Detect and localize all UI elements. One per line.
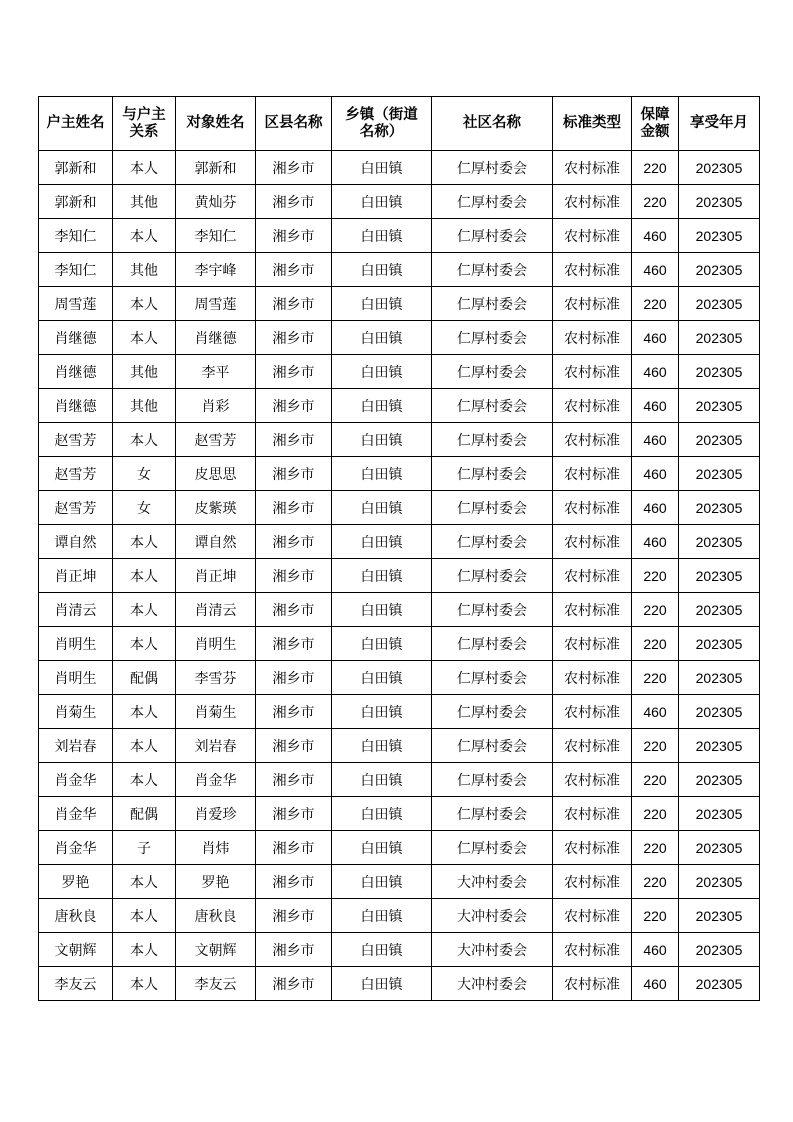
table-row [39,831,760,865]
cell-relation: 本人 [113,151,176,185]
cell-township: 白田镇 [332,593,432,627]
cell-township: 白田镇 [332,899,432,933]
cell-month: 202305 [679,355,760,389]
cell-household-head: 肖金华 [39,763,113,797]
cell-county: 湘乡市 [256,627,332,661]
cell-community: 仁厚村委会 [432,729,553,763]
cell-household-head: 肖继德 [39,355,113,389]
cell-relation: 本人 [113,593,176,627]
cell-community: 仁厚村委会 [432,389,553,423]
cell-community: 仁厚村委会 [432,797,553,831]
cell-household-head: 唐秋良 [39,899,113,933]
header-month: 享受年月 [679,97,760,151]
cell-township: 白田镇 [332,933,432,967]
cell-household-head: 李知仁 [39,253,113,287]
cell-standard-type: 农村标准 [553,593,632,627]
header-county: 区县名称 [256,97,332,151]
cell-household-head: 周雪莲 [39,287,113,321]
cell-township: 白田镇 [332,661,432,695]
cell-amount: 460 [632,389,679,423]
cell-standard-type: 农村标准 [553,831,632,865]
cell-relation: 子 [113,831,176,865]
cell-county: 湘乡市 [256,831,332,865]
cell-month: 202305 [679,627,760,661]
cell-community: 仁厚村委会 [432,321,553,355]
cell-community: 仁厚村委会 [432,151,553,185]
cell-beneficiary-name: 唐秋良 [176,899,256,933]
cell-amount: 220 [632,661,679,695]
cell-standard-type: 农村标准 [553,899,632,933]
cell-relation: 本人 [113,729,176,763]
cell-beneficiary-name: 肖彩 [176,389,256,423]
assistance-roster-table [38,96,760,1001]
cell-relation: 本人 [113,559,176,593]
cell-relation: 本人 [113,695,176,729]
cell-county: 湘乡市 [256,899,332,933]
cell-amount: 220 [632,729,679,763]
cell-household-head: 肖菊生 [39,695,113,729]
cell-household-head: 肖继德 [39,389,113,423]
header-township: 乡镇（街道名称） [332,97,432,151]
cell-month: 202305 [679,423,760,457]
cell-amount: 460 [632,321,679,355]
header-standard-type: 标准类型 [553,97,632,151]
cell-relation: 其他 [113,389,176,423]
cell-month: 202305 [679,253,760,287]
cell-relation: 本人 [113,287,176,321]
cell-beneficiary-name: 李雪芬 [176,661,256,695]
cell-month: 202305 [679,491,760,525]
cell-township: 白田镇 [332,559,432,593]
cell-relation: 本人 [113,763,176,797]
cell-county: 湘乡市 [256,389,332,423]
cell-community: 大冲村委会 [432,899,553,933]
cell-month: 202305 [679,729,760,763]
cell-township: 白田镇 [332,967,432,1001]
cell-beneficiary-name: 肖金华 [176,763,256,797]
cell-standard-type: 农村标准 [553,559,632,593]
cell-community: 仁厚村委会 [432,423,553,457]
cell-amount: 220 [632,627,679,661]
table-row [39,729,760,763]
cell-standard-type: 农村标准 [553,525,632,559]
cell-relation: 配偶 [113,661,176,695]
cell-township: 白田镇 [332,389,432,423]
table-row [39,151,760,185]
cell-standard-type: 农村标准 [553,253,632,287]
table-row [39,219,760,253]
table-row [39,763,760,797]
table-row [39,661,760,695]
cell-relation: 本人 [113,423,176,457]
table-row [39,797,760,831]
table-row [39,185,760,219]
cell-standard-type: 农村标准 [553,423,632,457]
cell-beneficiary-name: 黄灿芬 [176,185,256,219]
table-row [39,253,760,287]
cell-month: 202305 [679,797,760,831]
cell-community: 仁厚村委会 [432,457,553,491]
cell-community: 仁厚村委会 [432,695,553,729]
cell-household-head: 肖金华 [39,831,113,865]
cell-community: 大冲村委会 [432,865,553,899]
cell-relation: 本人 [113,627,176,661]
cell-township: 白田镇 [332,185,432,219]
cell-beneficiary-name: 赵雪芳 [176,423,256,457]
cell-county: 湘乡市 [256,933,332,967]
cell-community: 仁厚村委会 [432,661,553,695]
cell-amount: 220 [632,865,679,899]
cell-amount: 460 [632,423,679,457]
cell-beneficiary-name: 李知仁 [176,219,256,253]
table-row [39,865,760,899]
table-row [39,423,760,457]
table-row [39,627,760,661]
cell-amount: 460 [632,355,679,389]
cell-county: 湘乡市 [256,423,332,457]
cell-amount: 460 [632,457,679,491]
cell-relation: 本人 [113,219,176,253]
cell-township: 白田镇 [332,763,432,797]
cell-month: 202305 [679,967,760,1001]
cell-township: 白田镇 [332,321,432,355]
cell-township: 白田镇 [332,491,432,525]
cell-standard-type: 农村标准 [553,865,632,899]
cell-amount: 460 [632,695,679,729]
cell-standard-type: 农村标准 [553,933,632,967]
cell-standard-type: 农村标准 [553,763,632,797]
cell-month: 202305 [679,389,760,423]
cell-community: 仁厚村委会 [432,253,553,287]
cell-household-head: 肖明生 [39,627,113,661]
table-row [39,593,760,627]
cell-relation: 配偶 [113,797,176,831]
cell-amount: 460 [632,525,679,559]
cell-amount: 460 [632,219,679,253]
cell-community: 仁厚村委会 [432,831,553,865]
table-row [39,559,760,593]
cell-standard-type: 农村标准 [553,219,632,253]
cell-community: 仁厚村委会 [432,627,553,661]
cell-standard-type: 农村标准 [553,627,632,661]
cell-county: 湘乡市 [256,457,332,491]
cell-household-head: 肖正坤 [39,559,113,593]
cell-household-head: 肖明生 [39,661,113,695]
cell-month: 202305 [679,763,760,797]
cell-township: 白田镇 [332,355,432,389]
cell-relation: 本人 [113,933,176,967]
cell-amount: 220 [632,899,679,933]
cell-township: 白田镇 [332,151,432,185]
cell-household-head: 肖金华 [39,797,113,831]
cell-month: 202305 [679,219,760,253]
cell-county: 湘乡市 [256,559,332,593]
cell-household-head: 肖清云 [39,593,113,627]
cell-beneficiary-name: 李友云 [176,967,256,1001]
cell-relation: 其他 [113,355,176,389]
cell-county: 湘乡市 [256,287,332,321]
table-row [39,389,760,423]
cell-beneficiary-name: 周雪莲 [176,287,256,321]
cell-amount: 460 [632,967,679,1001]
cell-beneficiary-name: 肖炜 [176,831,256,865]
cell-month: 202305 [679,287,760,321]
cell-beneficiary-name: 刘岩春 [176,729,256,763]
cell-household-head: 文朝辉 [39,933,113,967]
header-beneficiary-name: 对象姓名 [176,97,256,151]
cell-month: 202305 [679,695,760,729]
cell-standard-type: 农村标准 [553,729,632,763]
cell-month: 202305 [679,525,760,559]
cell-household-head: 刘岩春 [39,729,113,763]
table-body [39,151,760,1001]
cell-amount: 220 [632,797,679,831]
table-row [39,321,760,355]
cell-month: 202305 [679,933,760,967]
cell-county: 湘乡市 [256,593,332,627]
cell-county: 湘乡市 [256,491,332,525]
cell-beneficiary-name: 皮紫瑛 [176,491,256,525]
cell-relation: 本人 [113,967,176,1001]
cell-township: 白田镇 [332,695,432,729]
cell-household-head: 赵雪芳 [39,491,113,525]
cell-county: 湘乡市 [256,695,332,729]
cell-county: 湘乡市 [256,967,332,1001]
cell-standard-type: 农村标准 [553,321,632,355]
cell-community: 仁厚村委会 [432,355,553,389]
cell-beneficiary-name: 文朝辉 [176,933,256,967]
cell-month: 202305 [679,151,760,185]
cell-beneficiary-name: 肖继德 [176,321,256,355]
cell-beneficiary-name: 肖菊生 [176,695,256,729]
cell-county: 湘乡市 [256,525,332,559]
cell-community: 仁厚村委会 [432,491,553,525]
cell-amount: 460 [632,933,679,967]
header-relation: 与户主关系 [113,97,176,151]
cell-beneficiary-name: 李平 [176,355,256,389]
cell-standard-type: 农村标准 [553,287,632,321]
cell-county: 湘乡市 [256,763,332,797]
cell-relation: 本人 [113,865,176,899]
cell-household-head: 李友云 [39,967,113,1001]
cell-beneficiary-name: 郭新和 [176,151,256,185]
cell-month: 202305 [679,593,760,627]
cell-township: 白田镇 [332,457,432,491]
cell-community: 大冲村委会 [432,933,553,967]
cell-household-head: 赵雪芳 [39,457,113,491]
cell-county: 湘乡市 [256,729,332,763]
cell-household-head: 罗艳 [39,865,113,899]
cell-standard-type: 农村标准 [553,695,632,729]
cell-township: 白田镇 [332,525,432,559]
cell-county: 湘乡市 [256,219,332,253]
cell-household-head: 郭新和 [39,185,113,219]
table-row [39,695,760,729]
cell-community: 大冲村委会 [432,967,553,1001]
cell-month: 202305 [679,865,760,899]
header-community: 社区名称 [432,97,553,151]
cell-township: 白田镇 [332,287,432,321]
cell-amount: 220 [632,559,679,593]
cell-relation: 女 [113,491,176,525]
cell-beneficiary-name: 肖明生 [176,627,256,661]
cell-township: 白田镇 [332,423,432,457]
cell-beneficiary-name: 罗艳 [176,865,256,899]
cell-month: 202305 [679,559,760,593]
cell-household-head: 肖继德 [39,321,113,355]
table-row [39,355,760,389]
cell-county: 湘乡市 [256,661,332,695]
cell-beneficiary-name: 肖爱珍 [176,797,256,831]
cell-township: 白田镇 [332,729,432,763]
table-row [39,457,760,491]
cell-standard-type: 农村标准 [553,491,632,525]
cell-month: 202305 [679,185,760,219]
cell-beneficiary-name: 皮思思 [176,457,256,491]
cell-month: 202305 [679,899,760,933]
cell-county: 湘乡市 [256,185,332,219]
cell-relation: 本人 [113,321,176,355]
cell-township: 白田镇 [332,219,432,253]
cell-county: 湘乡市 [256,355,332,389]
cell-county: 湘乡市 [256,321,332,355]
cell-county: 湘乡市 [256,797,332,831]
cell-standard-type: 农村标准 [553,389,632,423]
cell-standard-type: 农村标准 [553,457,632,491]
cell-household-head: 赵雪芳 [39,423,113,457]
cell-township: 白田镇 [332,865,432,899]
cell-community: 仁厚村委会 [432,559,553,593]
table-row [39,933,760,967]
cell-household-head: 郭新和 [39,151,113,185]
cell-township: 白田镇 [332,831,432,865]
cell-relation: 女 [113,457,176,491]
cell-beneficiary-name: 肖正坤 [176,559,256,593]
cell-standard-type: 农村标准 [553,151,632,185]
cell-month: 202305 [679,831,760,865]
cell-standard-type: 农村标准 [553,355,632,389]
cell-county: 湘乡市 [256,253,332,287]
table-row [39,899,760,933]
cell-month: 202305 [679,661,760,695]
cell-amount: 220 [632,763,679,797]
cell-relation: 本人 [113,899,176,933]
table-row [39,287,760,321]
table-header-row [39,97,760,151]
cell-beneficiary-name: 李宇峰 [176,253,256,287]
cell-relation: 其他 [113,253,176,287]
cell-county: 湘乡市 [256,865,332,899]
header-household-head: 户主姓名 [39,97,113,151]
cell-household-head: 李知仁 [39,219,113,253]
cell-community: 仁厚村委会 [432,763,553,797]
table-row [39,491,760,525]
cell-beneficiary-name: 谭自然 [176,525,256,559]
cell-amount: 460 [632,253,679,287]
cell-amount: 460 [632,491,679,525]
cell-beneficiary-name: 肖清云 [176,593,256,627]
cell-month: 202305 [679,321,760,355]
cell-standard-type: 农村标准 [553,967,632,1001]
table-row [39,525,760,559]
cell-township: 白田镇 [332,627,432,661]
table-row [39,967,760,1001]
cell-relation: 本人 [113,525,176,559]
cell-amount: 220 [632,287,679,321]
cell-community: 仁厚村委会 [432,287,553,321]
cell-relation: 其他 [113,185,176,219]
cell-community: 仁厚村委会 [432,593,553,627]
cell-month: 202305 [679,457,760,491]
cell-county: 湘乡市 [256,151,332,185]
cell-township: 白田镇 [332,253,432,287]
cell-community: 仁厚村委会 [432,185,553,219]
cell-standard-type: 农村标准 [553,797,632,831]
cell-amount: 220 [632,185,679,219]
header-amount: 保障金额 [632,97,679,151]
cell-township: 白田镇 [332,797,432,831]
cell-standard-type: 农村标准 [553,661,632,695]
cell-community: 仁厚村委会 [432,525,553,559]
cell-amount: 220 [632,593,679,627]
cell-community: 仁厚村委会 [432,219,553,253]
cell-amount: 220 [632,151,679,185]
cell-amount: 220 [632,831,679,865]
cell-household-head: 谭自然 [39,525,113,559]
cell-standard-type: 农村标准 [553,185,632,219]
